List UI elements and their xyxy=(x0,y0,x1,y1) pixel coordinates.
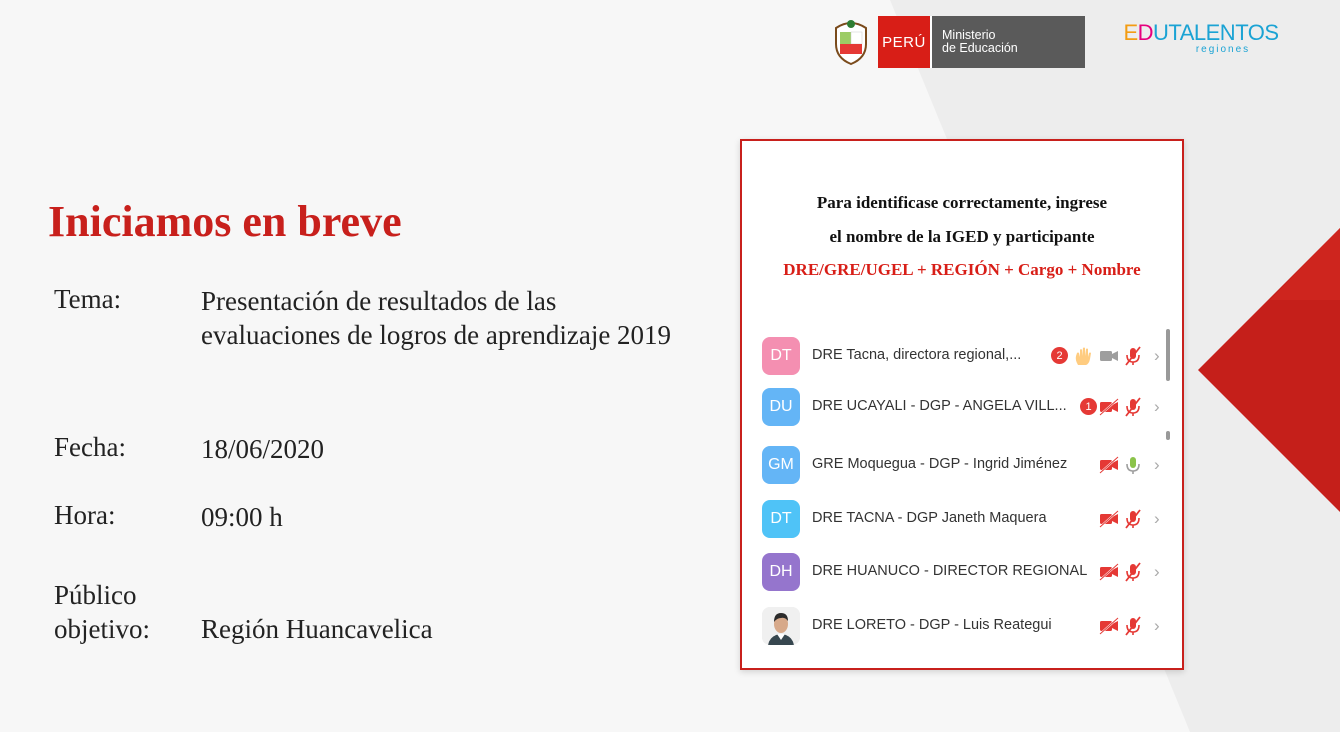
avatar: GM xyxy=(762,446,800,484)
participants-panel xyxy=(740,139,1184,670)
brand-subtitle: regiones xyxy=(1195,44,1251,55)
mic-muted-icon[interactable] xyxy=(1122,561,1144,583)
avatar-photo xyxy=(762,607,800,645)
video-off-icon[interactable] xyxy=(1098,508,1120,530)
chevron-right-icon[interactable]: › xyxy=(1154,616,1160,635)
video-on-icon[interactable] xyxy=(1098,345,1120,367)
tema-value: Presentación de resultados de las evaluaciones de logros de aprendizaje 2019 xyxy=(201,286,672,350)
participant-name: DRE LORETO - DGP - Luis Reategui xyxy=(812,617,1052,633)
participant-row[interactable] xyxy=(762,446,1167,484)
government-logo xyxy=(832,16,1085,68)
instruction-line-2: el nombre de la IGED y participante xyxy=(829,227,1095,246)
ministry-label xyxy=(930,16,1085,68)
reaction-count-badge: 1 xyxy=(1080,398,1097,415)
chevron-right-icon[interactable]: › xyxy=(1154,455,1160,474)
chevron-right-icon[interactable]: › xyxy=(1154,562,1160,581)
ministry-line-1: Ministerio xyxy=(942,28,996,42)
mic-muted-icon[interactable] xyxy=(1122,508,1144,530)
brand-name: EDUTALENTOS xyxy=(1123,20,1279,45)
instruction-line-1: Para identificase correctamente, ingrese xyxy=(816,193,1108,212)
publico-value: Región Huancavelica xyxy=(201,614,433,644)
participant-name: DRE UCAYALI - DGP - ANGELA VILL... xyxy=(812,398,1067,414)
participant-row[interactable] xyxy=(762,500,1167,538)
mic-muted-icon[interactable] xyxy=(1122,396,1144,418)
participant-name: DRE HUANUCO - DIRECTOR REGIONAL xyxy=(812,563,1088,579)
coat-of-arms-icon xyxy=(832,18,870,66)
participant-row[interactable] xyxy=(762,553,1167,591)
chevron-right-icon[interactable]: › xyxy=(1154,509,1160,528)
mic-on-icon[interactable] xyxy=(1122,454,1144,476)
video-off-icon[interactable] xyxy=(1098,615,1120,637)
reaction-count-badge: 2 xyxy=(1051,347,1068,364)
scrollbar-marker xyxy=(1166,431,1170,440)
person-photo-icon xyxy=(762,607,800,645)
hora-value: 09:00 h xyxy=(201,502,283,532)
fecha-label: Fecha: xyxy=(54,432,126,462)
mic-muted-icon[interactable] xyxy=(1122,615,1144,637)
participant-row[interactable] xyxy=(762,337,1167,375)
fecha-value: 18/06/2020 xyxy=(201,434,325,464)
chevron-right-icon[interactable]: › xyxy=(1154,346,1160,365)
participant-row[interactable] xyxy=(762,607,1167,645)
peru-label: PERÚ xyxy=(878,16,930,68)
avatar: DT xyxy=(762,337,800,375)
instruction-format: DRE/GRE/UGEL + REGIÓN + Cargo + Nombre xyxy=(783,260,1141,279)
chevron-right-icon[interactable]: › xyxy=(1154,397,1160,416)
main-title: Iniciamos en breve xyxy=(48,197,402,246)
video-off-icon[interactable] xyxy=(1098,396,1120,418)
tema-label: Tema: xyxy=(54,284,122,314)
participant-name: DRE Tacna, directora regional,... xyxy=(812,347,1022,363)
participant-name: DRE TACNA - DGP Janeth Maquera xyxy=(812,510,1047,526)
video-off-icon[interactable] xyxy=(1098,454,1120,476)
raised-hand-icon xyxy=(1072,345,1094,367)
mic-muted-icon[interactable] xyxy=(1122,345,1144,367)
participant-row[interactable] xyxy=(762,388,1167,426)
participant-name: GRE Moquegua - DGP - Ingrid Jiménez xyxy=(812,456,1068,472)
ministry-line-2: de Educación xyxy=(942,41,1018,55)
publico-label: Público objetivo: xyxy=(54,580,150,644)
video-off-icon[interactable] xyxy=(1098,561,1120,583)
hora-label: Hora: xyxy=(54,500,116,530)
avatar: DU xyxy=(762,388,800,426)
edutalentos-logo xyxy=(1120,20,1282,55)
avatar: DT xyxy=(762,500,800,538)
avatar: DH xyxy=(762,553,800,591)
